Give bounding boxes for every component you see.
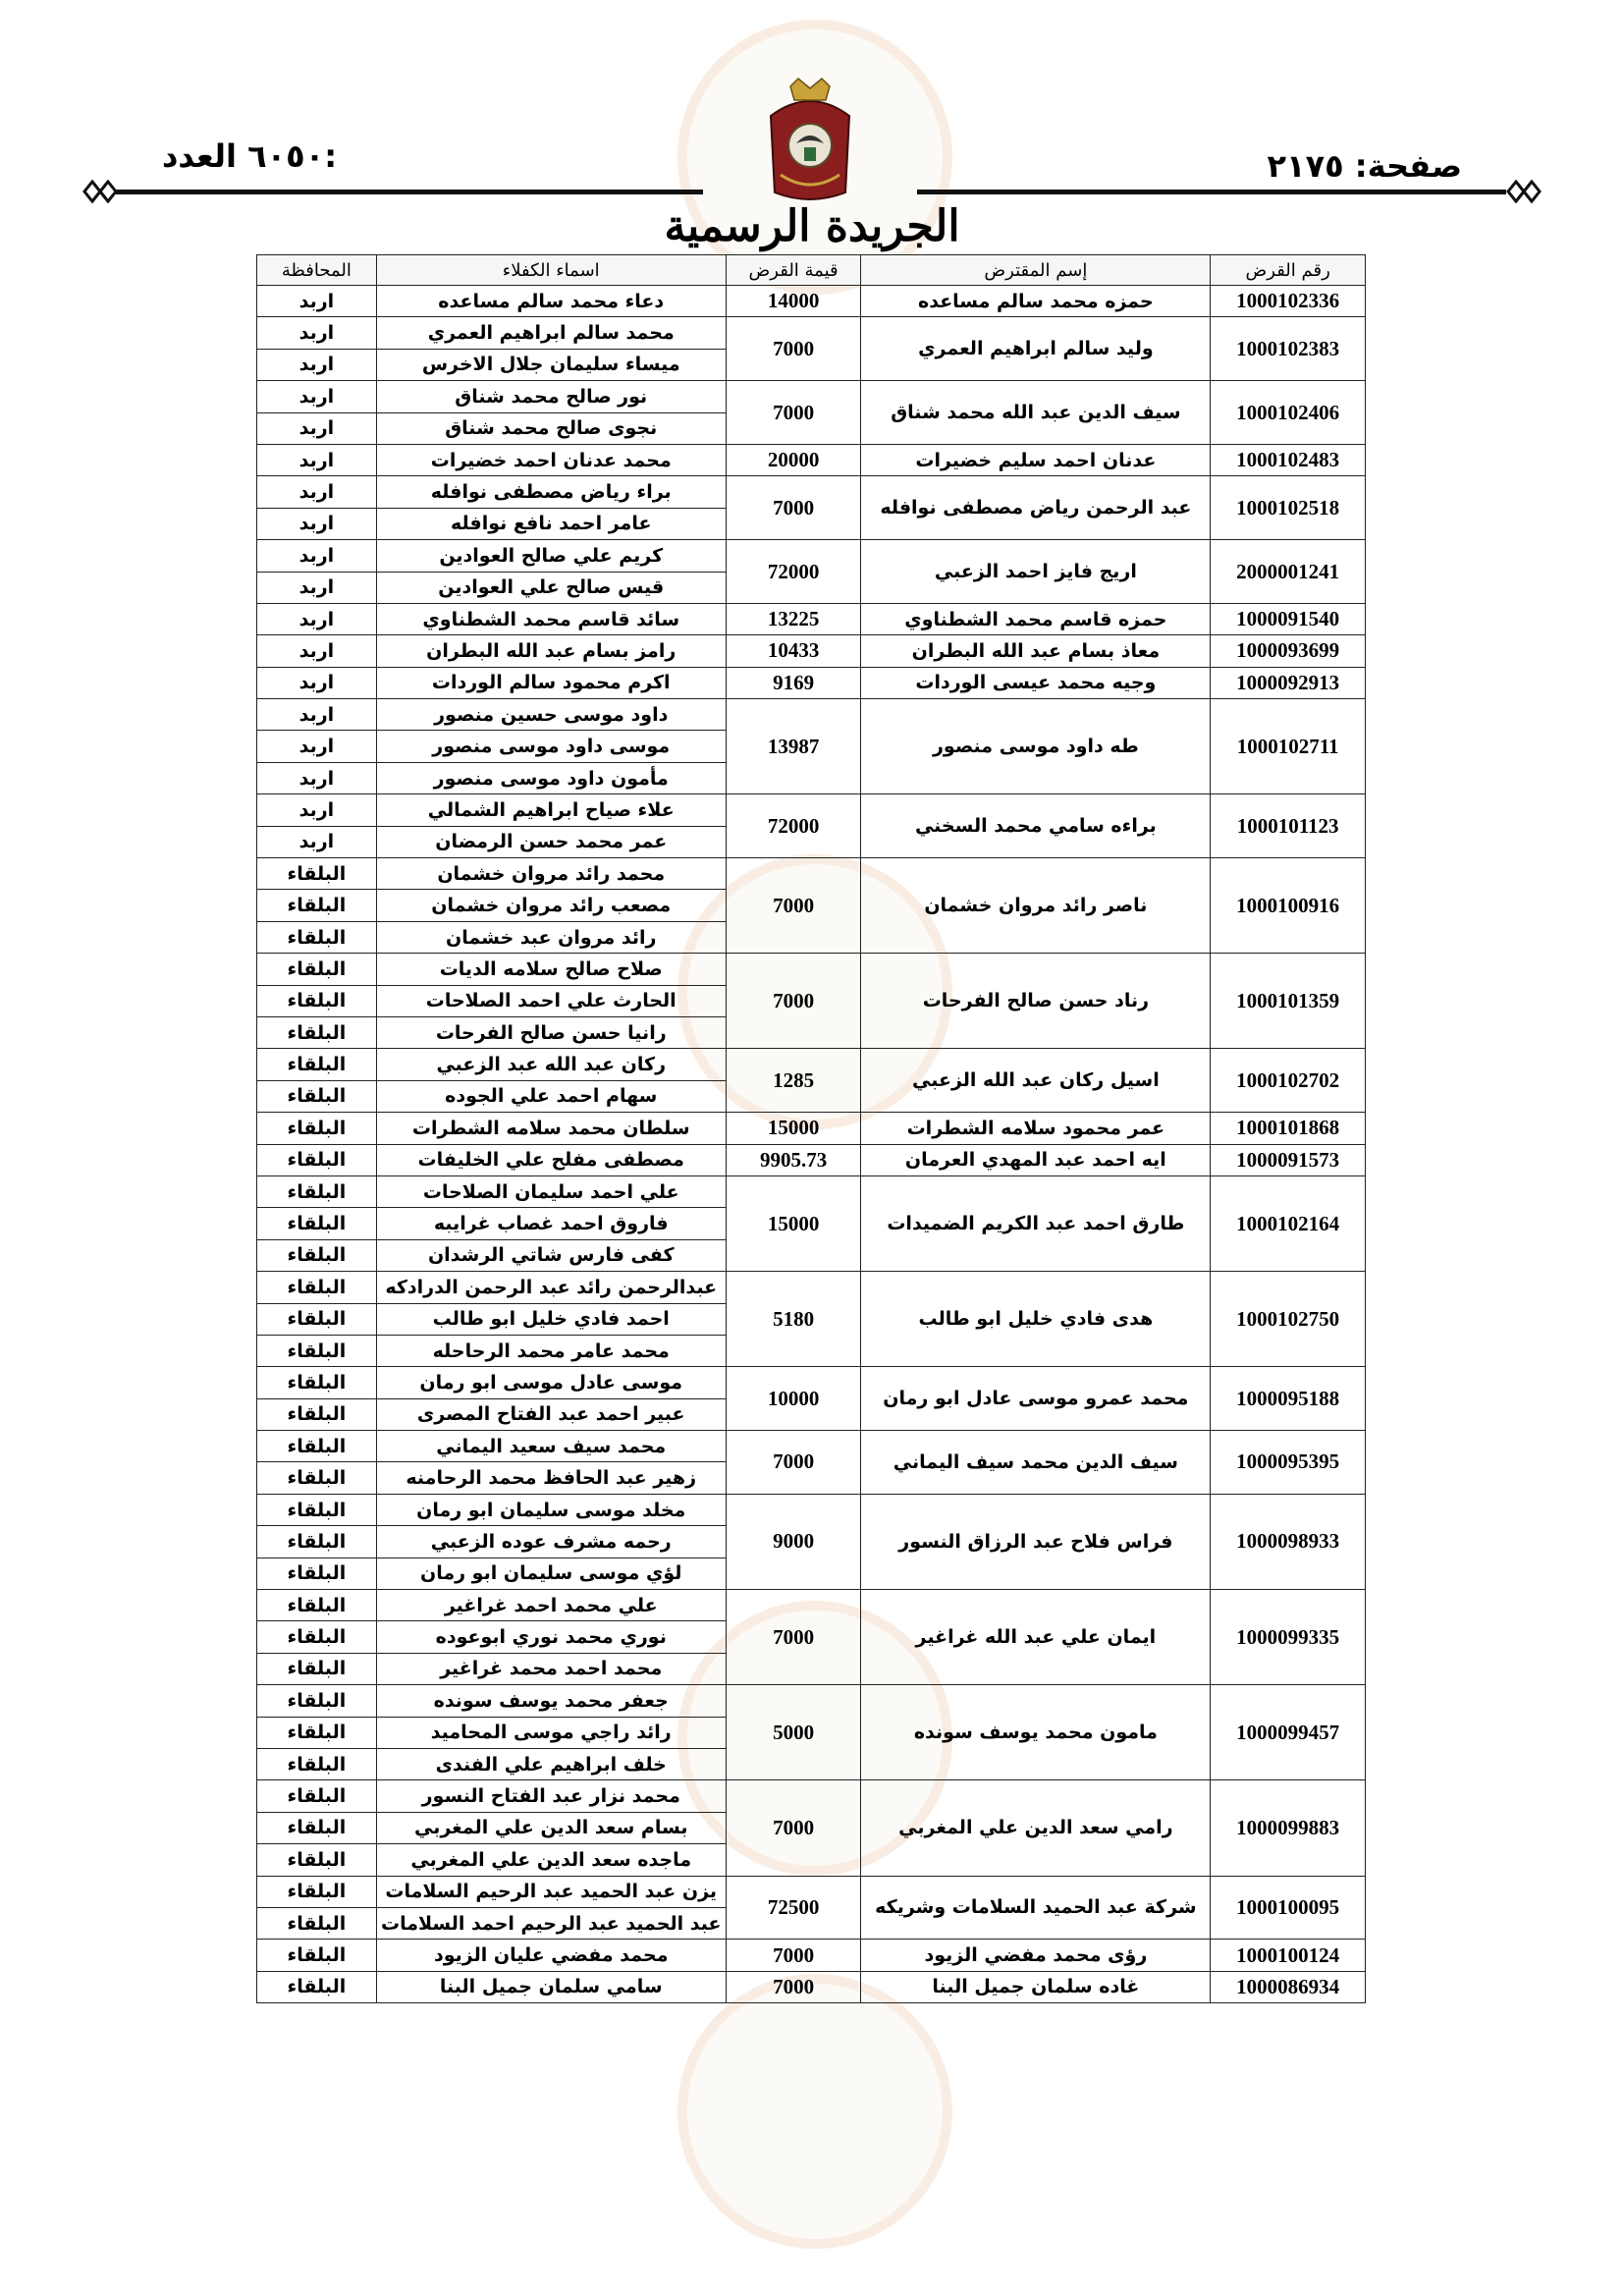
- governorate-cell: البلقاء: [257, 1208, 377, 1239]
- table-header-row: [257, 255, 1366, 286]
- borrower-name-cell: وليد سالم ابراهيم العمري: [861, 317, 1211, 381]
- coat-of-arms-emblem-icon: [761, 77, 859, 206]
- loan-amount-cell: 15000: [726, 1113, 861, 1144]
- guarantor-name-cell: محمد سالم ابراهيم العمري: [376, 317, 726, 349]
- page-number: [1268, 147, 1462, 185]
- governorate-cell: اربد: [257, 412, 377, 444]
- borrower-name-cell: طارق احمد عبد الكريم الضميدات: [861, 1175, 1211, 1271]
- col-header-borrower: إسم المقترض: [861, 255, 1211, 286]
- table-row: [257, 286, 1366, 317]
- governorate-cell: اربد: [257, 667, 377, 698]
- governorate-cell: البلقاء: [257, 1367, 377, 1398]
- loan-amount-cell: 7000: [726, 1971, 861, 2002]
- guarantor-name-cell: رائد مروان عبد خشمان: [376, 921, 726, 953]
- table-row: [257, 1049, 1366, 1080]
- borrower-name-cell: شركة عبد الحميد السلامات وشريكه: [861, 1876, 1211, 1940]
- loan-amount-cell: 72000: [726, 794, 861, 858]
- loan-number-cell: 1000102702: [1211, 1049, 1366, 1113]
- table-row: [257, 699, 1366, 731]
- borrower-name-cell: رامي سعد الدين علي المغربي: [861, 1780, 1211, 1876]
- governorate-cell: البلقاء: [257, 1907, 377, 1939]
- loan-number-cell: 1000092913: [1211, 667, 1366, 698]
- loan-amount-cell: 9169: [726, 667, 861, 698]
- loan-number-cell: 1000095188: [1211, 1367, 1366, 1431]
- table-row: [257, 1685, 1366, 1717]
- loan-amount-cell: 14000: [726, 286, 861, 317]
- loan-number-cell: 1000086934: [1211, 1971, 1366, 2002]
- loan-number-cell: 1000091540: [1211, 603, 1366, 634]
- guarantor-name-cell: لؤي موسى سليمان ابو رمان: [376, 1558, 726, 1589]
- borrower-name-cell: براءه سامي محمد السخني: [861, 794, 1211, 858]
- issue-number: [162, 137, 337, 175]
- governorate-cell: البلقاء: [257, 1558, 377, 1589]
- page-number-value: ٢١٧٥: [1267, 147, 1344, 185]
- governorate-cell: البلقاء: [257, 1398, 377, 1430]
- borrower-name-cell: اسيل ركان عبد الله الزعبي: [861, 1049, 1211, 1113]
- borrower-name-cell: سيف الدين محمد سيف اليماني: [861, 1431, 1211, 1495]
- loan-number-cell: 1000100916: [1211, 858, 1366, 954]
- borrower-name-cell: رؤى محمد مفضي الزيود: [861, 1940, 1211, 1971]
- table-row: [257, 1113, 1366, 1144]
- guarantor-name-cell: علي احمد سليمان الصلاحات: [376, 1175, 726, 1207]
- loan-number-cell: 1000102383: [1211, 317, 1366, 381]
- borrower-name-cell: غاده سلمان جميل البنا: [861, 1971, 1211, 2002]
- loan-amount-cell: 7000: [726, 317, 861, 381]
- table-row: [257, 667, 1366, 698]
- governorate-cell: البلقاء: [257, 1780, 377, 1812]
- governorate-cell: اربد: [257, 603, 377, 634]
- governorate-cell: اربد: [257, 349, 377, 380]
- loan-amount-cell: 13225: [726, 603, 861, 634]
- loan-amount-cell: 7000: [726, 381, 861, 445]
- guarantor-name-cell: مصطفى مفلح علي الخليفات: [376, 1144, 726, 1175]
- header-rule-right: [917, 190, 1506, 194]
- guarantor-name-cell: رحمه مشرف عوده الزعبي: [376, 1526, 726, 1558]
- table-row: [257, 1940, 1366, 1971]
- guarantor-name-cell: احمد فادي خليل ابو طالب: [376, 1303, 726, 1335]
- governorate-cell: البلقاء: [257, 1175, 377, 1207]
- table-row: [257, 1780, 1366, 1812]
- loan-amount-cell: 15000: [726, 1175, 861, 1271]
- governorate-cell: البلقاء: [257, 954, 377, 985]
- table-row: [257, 540, 1366, 572]
- guarantor-name-cell: ماجده سعد الدين علي المغربي: [376, 1844, 726, 1876]
- loan-number-cell: 1000099883: [1211, 1780, 1366, 1876]
- borrower-name-cell: حمزه محمد سالم مساعده: [861, 286, 1211, 317]
- guarantor-name-cell: محمد احمد محمد غراغير: [376, 1653, 726, 1684]
- governorate-cell: البلقاء: [257, 1462, 377, 1494]
- table-row: [257, 1590, 1366, 1621]
- governorate-cell: البلقاء: [257, 921, 377, 953]
- governorate-cell: البلقاء: [257, 890, 377, 921]
- governorate-cell: اربد: [257, 826, 377, 857]
- borrower-name-cell: حمزه قاسم محمد الشطناوي: [861, 603, 1211, 634]
- guarantor-name-cell: فاروق احمد غصاب غرايبه: [376, 1208, 726, 1239]
- guarantor-name-cell: عبير احمد عبد الفتاح المصرى: [376, 1398, 726, 1430]
- loan-number-cell: 1000101123: [1211, 794, 1366, 858]
- loan-number-cell: 1000102750: [1211, 1272, 1366, 1367]
- guarantor-name-cell: محمد عدنان احمد خضيرات: [376, 444, 726, 475]
- loan-amount-cell: 9905.73: [726, 1144, 861, 1175]
- governorate-cell: البلقاء: [257, 1431, 377, 1462]
- borrower-name-cell: اريج فايز احمد الزعبي: [861, 540, 1211, 604]
- guarantor-name-cell: نور صالح محمد شناق: [376, 381, 726, 412]
- loan-number-cell: 1000102518: [1211, 476, 1366, 540]
- table-row: [257, 381, 1366, 412]
- loan-number-cell: 1000102336: [1211, 286, 1366, 317]
- loan-number-cell: 1000101359: [1211, 954, 1366, 1049]
- guarantor-name-cell: براء رياض مصطفى نوافله: [376, 476, 726, 508]
- governorate-cell: البلقاء: [257, 1717, 377, 1748]
- col-header-loan-number: رقم القرض: [1211, 255, 1366, 286]
- table-row: [257, 1876, 1366, 1907]
- table-row: [257, 1144, 1366, 1175]
- table-row: [257, 317, 1366, 349]
- table-row: [257, 1175, 1366, 1207]
- governorate-cell: البلقاء: [257, 1621, 377, 1653]
- governorate-cell: البلقاء: [257, 1335, 377, 1366]
- guarantor-name-cell: محمد نزار عبد الفتاح النسور: [376, 1780, 726, 1812]
- header-rule-left: [116, 190, 703, 194]
- table-row: [257, 1431, 1366, 1462]
- governorate-cell: اربد: [257, 381, 377, 412]
- guarantor-name-cell: اكرم محمود سالم الوردات: [376, 667, 726, 698]
- governorate-cell: البلقاء: [257, 1812, 377, 1843]
- governorate-cell: البلقاء: [257, 1844, 377, 1876]
- governorate-cell: البلقاء: [257, 1144, 377, 1175]
- table-row: [257, 954, 1366, 985]
- guarantor-name-cell: خلف ابراهيم علي الفندى: [376, 1748, 726, 1779]
- governorate-cell: البلقاء: [257, 1239, 377, 1271]
- loan-amount-cell: 7000: [726, 858, 861, 954]
- borrower-name-cell: عبد الرحمن رياض مصطفى نوافله: [861, 476, 1211, 540]
- guarantor-name-cell: سلطان محمد سلامه الشطرات: [376, 1113, 726, 1144]
- governorate-cell: البلقاء: [257, 1303, 377, 1335]
- guarantor-name-cell: رامز بسام عبد الله البطران: [376, 635, 726, 667]
- governorate-cell: اربد: [257, 699, 377, 731]
- governorate-cell: البلقاء: [257, 1272, 377, 1303]
- loans-table-body: [257, 286, 1366, 2003]
- guarantor-name-cell: سائد قاسم محمد الشطناوي: [376, 603, 726, 634]
- loan-number-cell: 1000099335: [1211, 1590, 1366, 1685]
- guarantor-name-cell: موسى داود موسى منصور: [376, 731, 726, 762]
- guarantor-name-cell: دعاء محمد سالم مساعده: [376, 286, 726, 317]
- gazette-title: الجريدة الرسمية: [664, 201, 960, 251]
- guarantor-name-cell: علي محمد احمد غراغير: [376, 1590, 726, 1621]
- governorate-cell: البلقاء: [257, 1685, 377, 1717]
- guarantor-name-cell: جعفر محمد يوسف سونده: [376, 1685, 726, 1717]
- guarantor-name-cell: مأمون داود موسى منصور: [376, 762, 726, 793]
- loan-amount-cell: 7000: [726, 1940, 861, 1971]
- guarantor-name-cell: موسى عادل موسى ابو رمان: [376, 1367, 726, 1398]
- loan-amount-cell: 5180: [726, 1272, 861, 1367]
- loan-amount-cell: 7000: [726, 1590, 861, 1685]
- guarantor-name-cell: كفى فارس شاتي الرشدان: [376, 1239, 726, 1271]
- loan-number-cell: 1000102406: [1211, 381, 1366, 445]
- borrower-name-cell: محمد عمرو موسى عادل ابو رمان: [861, 1367, 1211, 1431]
- borrower-name-cell: معاذ بسام عبد الله البطران: [861, 635, 1211, 667]
- governorate-cell: البلقاء: [257, 1590, 377, 1621]
- table-row: [257, 1367, 1366, 1398]
- guarantor-name-cell: محمد سيف سعيد اليماني: [376, 1431, 726, 1462]
- issue-number-label: العدد:: [162, 137, 338, 175]
- guarantor-name-cell: يزن عبد الحميد عبد الرحيم السلامات: [376, 1876, 726, 1907]
- governorate-cell: اربد: [257, 635, 377, 667]
- guarantor-name-cell: عبد الحميد عبد الرحيم احمد السلامات: [376, 1907, 726, 1939]
- loan-amount-cell: 9000: [726, 1494, 861, 1589]
- governorate-cell: اربد: [257, 731, 377, 762]
- table-row: [257, 635, 1366, 667]
- governorate-cell: البلقاء: [257, 1049, 377, 1080]
- loan-number-cell: 1000100095: [1211, 1876, 1366, 1940]
- loan-amount-cell: 13987: [726, 699, 861, 794]
- borrower-name-cell: ايمان علي عبد الله غراغير: [861, 1590, 1211, 1685]
- guarantor-name-cell: رانيا حسن صالح الفرحات: [376, 1016, 726, 1048]
- guarantor-name-cell: بسام سعد الدين علي المغربي: [376, 1812, 726, 1843]
- governorate-cell: اربد: [257, 572, 377, 603]
- loan-number-cell: 1000100124: [1211, 1940, 1366, 1971]
- col-header-governorate: المحافظة: [257, 255, 377, 286]
- loan-number-cell: 1000102164: [1211, 1175, 1366, 1271]
- borrower-name-cell: عدنان احمد سليم خضيرات: [861, 444, 1211, 475]
- borrower-name-cell: سيف الدين عبد الله محمد شناق: [861, 381, 1211, 445]
- guarantor-name-cell: الحارث علي احمد الصلاحات: [376, 985, 726, 1016]
- governorate-cell: البلقاء: [257, 1494, 377, 1525]
- guarantor-name-cell: نوري محمد نوري ابوعوده: [376, 1621, 726, 1653]
- guarantor-name-cell: محمد مفضي عليان الزيود: [376, 1940, 726, 1971]
- loan-amount-cell: 7000: [726, 476, 861, 540]
- governorate-cell: البلقاء: [257, 1653, 377, 1684]
- governorate-cell: اربد: [257, 286, 377, 317]
- borrower-name-cell: ايه احمد عبد المهدي العرمان: [861, 1144, 1211, 1175]
- loan-amount-cell: 10000: [726, 1367, 861, 1431]
- governorate-cell: البلقاء: [257, 1971, 377, 2002]
- governorate-cell: البلقاء: [257, 1876, 377, 1907]
- guarantor-name-cell: عامر احمد نافع نوافله: [376, 508, 726, 539]
- issue-number-value: ٦٠٥٠: [247, 137, 325, 175]
- guarantor-name-cell: كريم علي صالح العوادين: [376, 540, 726, 572]
- governorate-cell: اربد: [257, 762, 377, 793]
- guarantor-name-cell: داود موسى حسين منصور: [376, 699, 726, 731]
- loan-number-cell: 1000099457: [1211, 1685, 1366, 1780]
- loan-amount-cell: 20000: [726, 444, 861, 475]
- guarantor-name-cell: علاء صياح ابراهيم الشمالي: [376, 794, 726, 826]
- governorate-cell: اربد: [257, 317, 377, 349]
- borrower-name-cell: وجيه محمد عيسى الوردات: [861, 667, 1211, 698]
- col-header-amount: قيمة القرض: [726, 255, 861, 286]
- guarantor-name-cell: مصعب رائد مروان خشمان: [376, 890, 726, 921]
- watermark-logo-bottom: [677, 1974, 952, 2249]
- loan-number-cell: 2000001241: [1211, 540, 1366, 604]
- guarantor-name-cell: نجوى صالح محمد شناق: [376, 412, 726, 444]
- governorate-cell: البلقاء: [257, 858, 377, 890]
- table-row: [257, 1272, 1366, 1303]
- borrower-name-cell: فراس فلاح عبد الرزاق النسور: [861, 1494, 1211, 1589]
- borrower-name-cell: هدى فادي خليل ابو طالب: [861, 1272, 1211, 1367]
- table-row: [257, 1494, 1366, 1525]
- guarantor-name-cell: رائد راجي موسى المحاميد: [376, 1717, 726, 1748]
- loan-number-cell: 1000091573: [1211, 1144, 1366, 1175]
- loan-number-cell: 1000101868: [1211, 1113, 1366, 1144]
- governorate-cell: اربد: [257, 508, 377, 539]
- gazette-header: [0, 0, 1624, 251]
- loan-number-cell: 1000093699: [1211, 635, 1366, 667]
- loan-number-cell: 1000095395: [1211, 1431, 1366, 1495]
- borrower-name-cell: ناصر رائد مروان خشمان: [861, 858, 1211, 954]
- borrower-name-cell: مامون محمد يوسف سونده: [861, 1685, 1211, 1780]
- governorate-cell: اربد: [257, 540, 377, 572]
- table-row: [257, 476, 1366, 508]
- guarantor-name-cell: ميساء سليمان جلال الاخرس: [376, 349, 726, 380]
- guarantor-name-cell: ركان عبد الله عبد الزعبي: [376, 1049, 726, 1080]
- governorate-cell: اربد: [257, 794, 377, 826]
- loan-amount-cell: 7000: [726, 1431, 861, 1495]
- guarantor-name-cell: مخلد موسى سليمان ابو رمان: [376, 1494, 726, 1525]
- borrower-name-cell: عمر محمود سلامه الشطرات: [861, 1113, 1211, 1144]
- table-row: [257, 603, 1366, 634]
- loans-table: [256, 254, 1366, 2003]
- governorate-cell: البلقاء: [257, 1016, 377, 1048]
- governorate-cell: البلقاء: [257, 985, 377, 1016]
- table-row: [257, 1971, 1366, 2002]
- guarantor-name-cell: زهير عبد الحافظ محمد الرحامنه: [376, 1462, 726, 1494]
- guarantor-name-cell: سهام احمد علي الجوده: [376, 1080, 726, 1112]
- loan-number-cell: 1000098933: [1211, 1494, 1366, 1589]
- loan-amount-cell: 7000: [726, 954, 861, 1049]
- col-header-guarantors: اسماء الكفلاء: [376, 255, 726, 286]
- loan-amount-cell: 10433: [726, 635, 861, 667]
- governorate-cell: اربد: [257, 476, 377, 508]
- table-row: [257, 444, 1366, 475]
- borrower-name-cell: طه داود موسى منصور: [861, 699, 1211, 794]
- loan-amount-cell: 72000: [726, 540, 861, 604]
- loan-amount-cell: 1285: [726, 1049, 861, 1113]
- guarantor-name-cell: محمد عامر محمد الرحاحله: [376, 1335, 726, 1366]
- loan-amount-cell: 72500: [726, 1876, 861, 1940]
- guarantor-name-cell: محمد رائد مروان خشمان: [376, 858, 726, 890]
- table-row: [257, 858, 1366, 890]
- governorate-cell: البلقاء: [257, 1113, 377, 1144]
- guarantor-name-cell: عبدالرحمن رائد عبد الرحمن الدرادكه: [376, 1272, 726, 1303]
- guarantor-name-cell: قيس صالح علي العوادين: [376, 572, 726, 603]
- guarantor-name-cell: صلاح صالح سلامه الديات: [376, 954, 726, 985]
- page-number-label: صفحة:: [1354, 147, 1462, 185]
- loan-number-cell: 1000102711: [1211, 699, 1366, 794]
- guarantor-name-cell: عمر محمد حسن الرمضان: [376, 826, 726, 857]
- governorate-cell: البلقاء: [257, 1748, 377, 1779]
- governorate-cell: البلقاء: [257, 1080, 377, 1112]
- borrower-name-cell: رناد حسن صالح الفرحات: [861, 954, 1211, 1049]
- guarantor-name-cell: سامي سلمان جميل البنا: [376, 1971, 726, 2002]
- loan-amount-cell: 5000: [726, 1685, 861, 1780]
- governorate-cell: البلقاء: [257, 1940, 377, 1971]
- loan-amount-cell: 7000: [726, 1780, 861, 1876]
- loan-number-cell: 1000102483: [1211, 444, 1366, 475]
- governorate-cell: اربد: [257, 444, 377, 475]
- table-row: [257, 794, 1366, 826]
- governorate-cell: البلقاء: [257, 1526, 377, 1558]
